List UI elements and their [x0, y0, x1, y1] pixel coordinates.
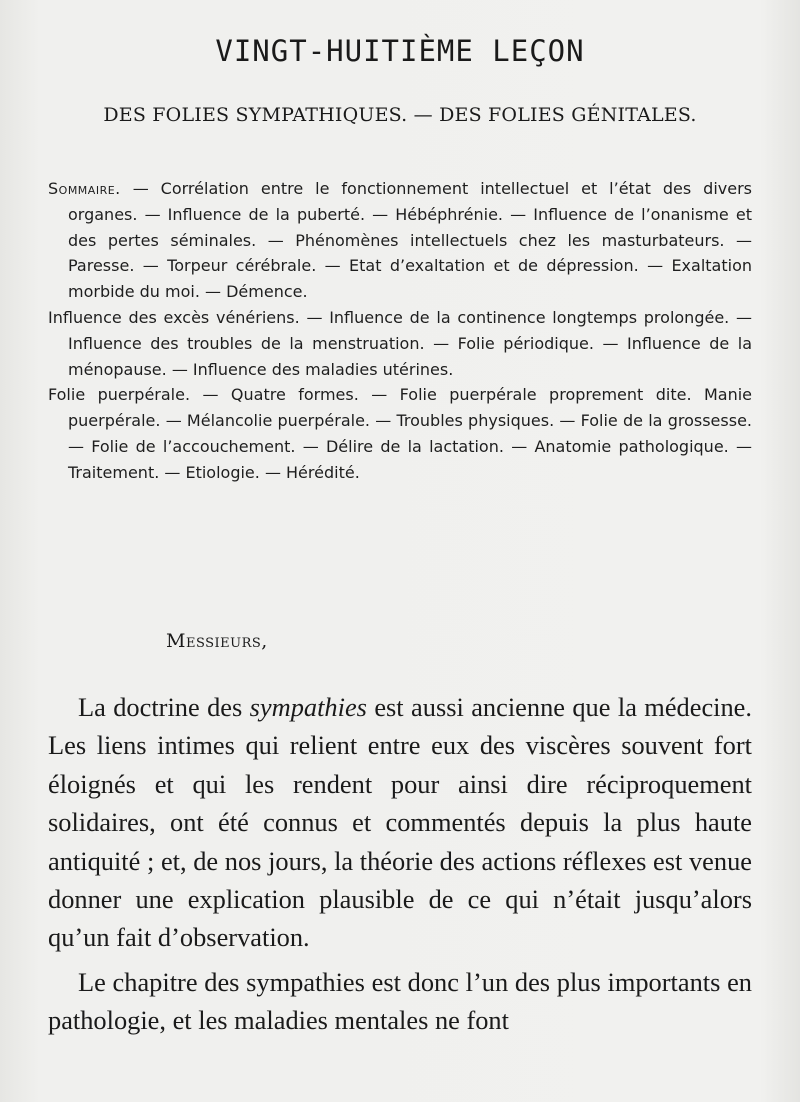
summary-paragraph-3: Folie puerpérale. — Quatre formes. — Folie puerpérale proprement dite. Manie puerpérale. — Mélancolie puerpérale. — Troubles physiques. — Folie de la grossesse. — Folie de l’accouchement. — Délire de la lactation. — Anatomie pathologique. — Traitement. — Etiologie. — Hérédité. [48, 385, 752, 482]
summary-text-1: — Corrélation entre le fonctionnement intellectuel et l’état des divers organes. — Influence de la puberté. — Hébéphrénie. — Influence de l’onanisme et des pertes séminales. — Phénomènes intellectuels chez les masturbateurs. — Paresse. — Torpeur cérébrale. — Etat d’exaltation et de dépression. — Exaltation morbide du moi. — Démence. [68, 179, 752, 302]
body-p1-start: La doctrine des [78, 692, 250, 722]
body-p1-italic-term: sympathies [249, 692, 367, 722]
lesson-title: VINGT-HUITIÈME LEÇON [215, 34, 585, 68]
salutation: Messieurs, [166, 630, 268, 652]
summary-block [48, 176, 752, 486]
body-text [48, 688, 752, 1040]
summary-label: Sommaire. [48, 179, 121, 198]
lesson-subtitle: DES FOLIES SYMPATHIQUES. — DES FOLIES GÉNITALES. [103, 104, 697, 126]
summary-paragraph-2: Influence des excès vénériens. — Influence de la continence longtemps prolongée. — Influence des troubles de la menstruation. — Folie périodique. — Influence de la ménopause. — Influence des maladies utérines. [48, 307, 752, 379]
summary-paragraph-1 [48, 176, 752, 305]
body-paragraph-2: Le chapitre des sympathies est donc l’un des plus importants en pathologie, et les maladies mentales ne font [48, 966, 752, 1036]
body-paragraph-1 [48, 688, 752, 957]
body-p1-rest: est aussi ancienne que la médecine. Les liens intimes qui relient entre eux des viscères souvent fort éloignés et qui les rendent pour ainsi dire réciproquement solidaires, ont été connus et commentés depuis la plus haute antiquité ; et, de nos jours, la théorie des actions réflexes est venue donner une explication plausible de ce qui n’était jusqu’alors qu’un fait d’observation. [48, 692, 752, 953]
